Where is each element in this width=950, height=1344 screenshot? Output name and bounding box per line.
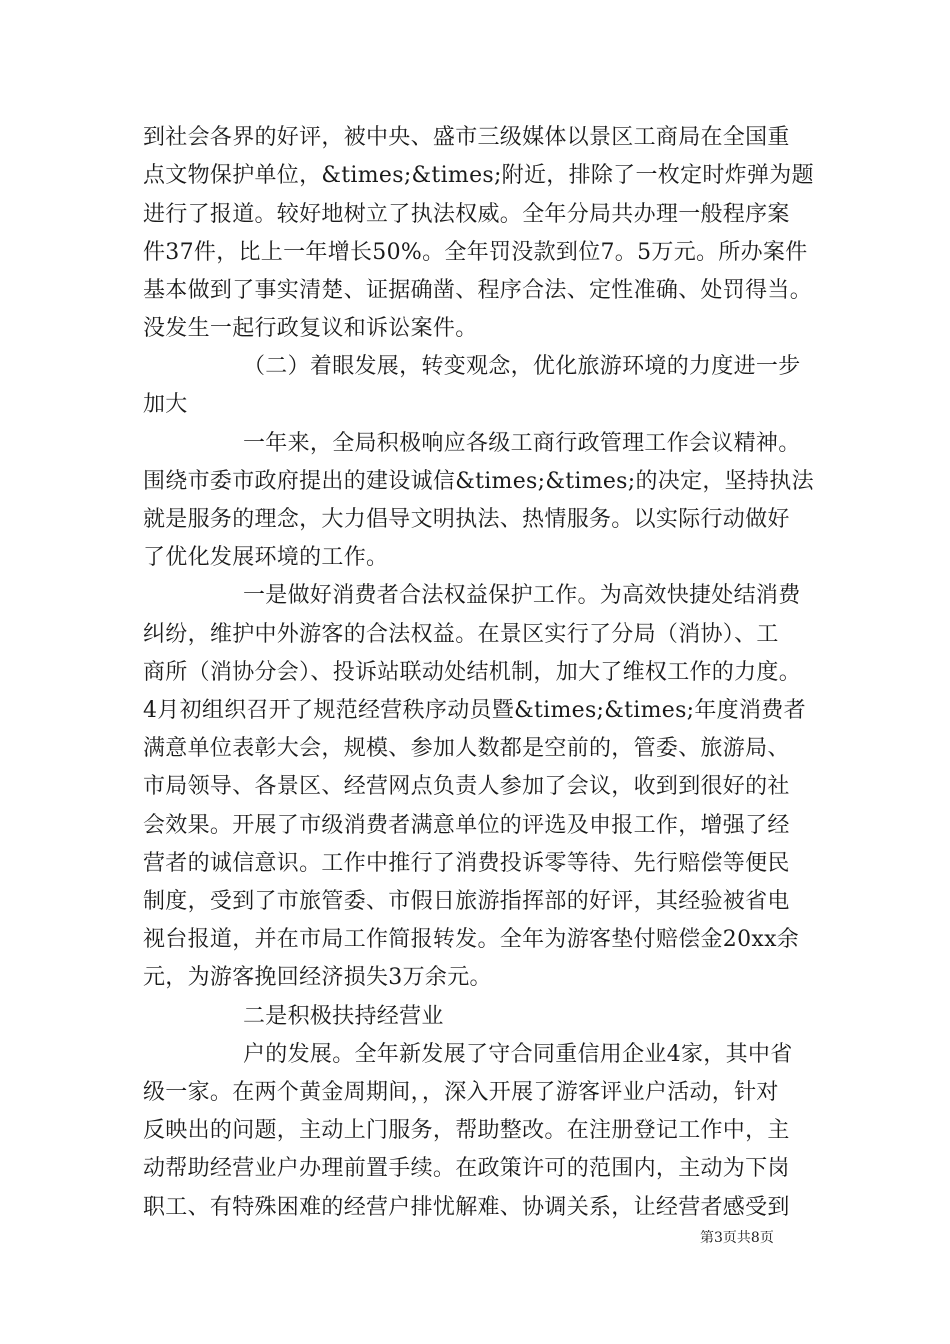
text-line-13: 一是做好消费者合法权益保护工作。为高效快捷处结消费	[243, 583, 801, 608]
text-line-19: 会效果。开展了市级消费者满意单位的评选及申报工作，增强了经	[143, 813, 790, 838]
text-line-5: 基本做到了事实清楚、证据确凿、程序合法、定性准确、处罚得当。	[143, 278, 813, 303]
text-line-14: 纠纷，维护中外游客的合法权益。在景区实行了分局（消协）、工	[143, 622, 779, 647]
text-line-4: 件37件，比上一年增长50%。全年罚没款到位7。5万元。所办案件	[143, 240, 808, 265]
text-line-17: 满意单位表彰大会，规模、参加人数都是空前的，管委、旅游局、	[143, 736, 790, 761]
text-line-9: 一年来，全局积极响应各级工商行政管理工作会议精神。	[243, 431, 801, 456]
text-line-26: 级一家。在两个黄金周期间，，深入开展了游客评业户活动，针对	[143, 1080, 779, 1105]
text-line-24: 二是积极扶持经营业	[243, 1004, 444, 1029]
text-line-27: 反映出的问题，主动上门服务，帮助整改。在注册登记工作中，主	[143, 1118, 790, 1143]
text-line-25: 户的发展。全年新发展了守合同重信用企业4家，其中省	[243, 1042, 793, 1067]
text-line-22: 视台报道，并在市局工作简报转发。全年为游客垫付赔偿金20xx余	[143, 927, 800, 952]
section-heading-line-2: 加大	[143, 392, 188, 417]
text-line-6: 没发生一起行政复议和诉讼案件。	[143, 316, 478, 341]
text-line-12: 了优化发展环境的工作。	[143, 545, 389, 570]
section-heading-line-1: （二）着眼发展，转变观念，优化旅游环境的力度进一步	[243, 354, 801, 379]
text-line-21: 制度，受到了市旅管委、市假日旅游指挥部的好评，其经验被省电	[143, 889, 790, 914]
text-line-15: 商所（消协分会）、投诉站联动处结机制，加大了维权工作的力度。	[143, 660, 802, 685]
text-line-28: 动帮助经营业户办理前置手续。在政策许可的范围内，主动为下岗	[143, 1156, 790, 1181]
text-line-2: 点文物保护单位，&times;&times;附近，排除了一枚定时炸弹为题	[143, 163, 814, 188]
text-line-16: 4月初组织召开了规范经营秩序动员暨&times;&times;年度消费者	[143, 698, 806, 723]
text-line-11: 就是服务的理念，大力倡导文明执法、热情服务。以实际行动做好	[143, 507, 790, 532]
page-number-footer: 第3页共8页	[700, 1230, 774, 1246]
text-line-1: 到社会各界的好评，被中央、盛市三级媒体以景区工商局在全国重	[143, 125, 790, 150]
text-line-29: 职工、有特殊困难的经营户排忧解难、协调关系，让经营者感受到	[143, 1195, 790, 1220]
text-line-3: 进行了报道。较好地树立了执法权威。全年分局共办理一般程序案	[143, 202, 790, 227]
text-line-10: 围绕市委市政府提出的建设诚信&times;&times;的决定，坚持执法	[143, 469, 814, 494]
text-line-20: 营者的诚信意识。工作中推行了消费投诉零等待、先行赔偿等便民	[143, 851, 790, 876]
text-line-18: 市局领导、各景区、经营网点负责人参加了会议，收到到很好的社	[143, 774, 790, 799]
text-line-23: 元，为游客挽回经济损失3万余元。	[143, 965, 492, 990]
